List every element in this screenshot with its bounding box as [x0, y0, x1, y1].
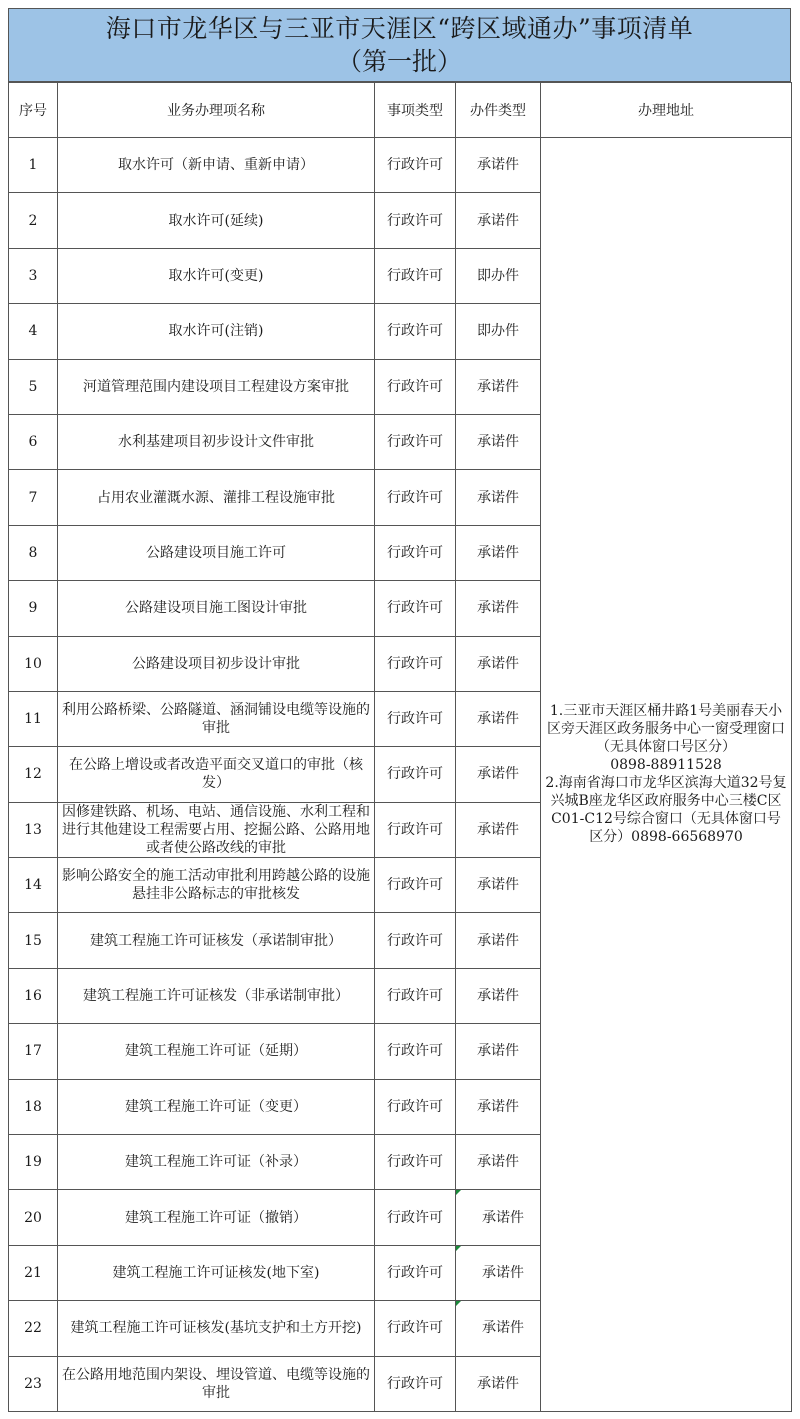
row-item-name: 在公路上增设或者改造平面交叉道口的审批（核发）: [58, 747, 375, 802]
address-line: 0898-88911528: [610, 757, 722, 774]
header-name: 业务办理项名称: [58, 83, 375, 138]
row-item-name: 利用公路桥梁、公路隧道、涵洞铺设电缆等设施的审批: [58, 691, 375, 746]
row-item-type: 行政许可: [375, 138, 456, 193]
row-item-name: 在公路用地范围内架设、埋设管道、电缆等设施的审批: [58, 1356, 375, 1411]
row-item-type: 行政许可: [375, 581, 456, 636]
row-handling-type: 承诺件: [456, 913, 541, 968]
row-handling-type: 承诺件: [456, 1301, 541, 1356]
header-work: 办件类型: [456, 83, 541, 138]
row-item-type: 行政许可: [375, 968, 456, 1023]
row-seq: 13: [9, 802, 58, 857]
address-line: 1.三亚市天涯区桶井路1号美丽春天小区旁天涯区政务服务中心一窗受理窗口（无具体窗口号区分）: [547, 703, 785, 756]
row-handling-type: 承诺件: [456, 1024, 541, 1079]
row-handling-type: 承诺件: [456, 193, 541, 248]
row-handling-type: 承诺件: [456, 414, 541, 469]
row-item-name: 水利基建项目初步设计文件审批: [58, 414, 375, 469]
row-item-type: 行政许可: [375, 691, 456, 746]
row-item-name: 建筑工程施工许可证（变更）: [58, 1079, 375, 1134]
row-seq: 4: [9, 304, 58, 359]
row-item-type: 行政许可: [375, 636, 456, 691]
table-row: [9, 138, 792, 193]
row-seq: 22: [9, 1301, 58, 1356]
row-item-type: 行政许可: [375, 1301, 456, 1356]
row-item-name: 影响公路安全的施工活动审批利用跨越公路的设施悬挂非公路标志的审批核发: [58, 858, 375, 913]
header-seq: 序号: [9, 83, 58, 138]
row-handling-type: 承诺件: [456, 138, 541, 193]
row-seq: 2: [9, 193, 58, 248]
row-handling-type: 承诺件: [456, 359, 541, 414]
row-seq: 12: [9, 747, 58, 802]
row-handling-type: 承诺件: [456, 691, 541, 746]
row-seq: 17: [9, 1024, 58, 1079]
row-handling-type: 承诺件: [456, 1079, 541, 1134]
row-item-name: 建筑工程施工许可证（补录）: [58, 1135, 375, 1190]
row-item-type: 行政许可: [375, 1135, 456, 1190]
header-kind: 事项类型: [375, 83, 456, 138]
row-item-type: 行政许可: [375, 304, 456, 359]
row-handling-type: 承诺件: [456, 636, 541, 691]
row-item-type: 行政许可: [375, 193, 456, 248]
row-item-name: 建筑工程施工许可证（撤销）: [58, 1190, 375, 1245]
row-handling-type: 承诺件: [456, 1356, 541, 1411]
row-item-name: 公路建设项目初步设计审批: [58, 636, 375, 691]
row-handling-type: 承诺件: [456, 858, 541, 913]
row-seq: 8: [9, 525, 58, 580]
row-item-type: 行政许可: [375, 1190, 456, 1245]
row-seq: 3: [9, 248, 58, 303]
row-item-type: 行政许可: [375, 414, 456, 469]
document-title: [8, 8, 791, 82]
title-line-1: 海口市龙华区与三亚市天涯区“跨区域通办”事项清单: [105, 14, 694, 43]
row-seq: 10: [9, 636, 58, 691]
row-seq: 19: [9, 1135, 58, 1190]
row-item-name: 公路建设项目施工图设计审批: [58, 581, 375, 636]
row-seq: 18: [9, 1079, 58, 1134]
row-item-name: 取水许可(变更): [58, 248, 375, 303]
row-seq: 6: [9, 414, 58, 469]
row-seq: 15: [9, 913, 58, 968]
row-item-type: 行政许可: [375, 359, 456, 414]
row-handling-type: 承诺件: [456, 470, 541, 525]
row-handling-type: 承诺件: [456, 802, 541, 857]
row-item-name: 河道管理范围内建设项目工程建设方案审批: [58, 359, 375, 414]
header-address: 办理地址: [541, 83, 792, 138]
row-item-type: 行政许可: [375, 858, 456, 913]
row-seq: 11: [9, 691, 58, 746]
row-item-type: 行政许可: [375, 913, 456, 968]
title-line-2: （第一批）: [336, 47, 462, 76]
row-item-type: 行政许可: [375, 248, 456, 303]
row-handling-type: 承诺件: [456, 968, 541, 1023]
row-item-name: 取水许可(延续): [58, 193, 375, 248]
handling-address: [541, 138, 792, 1412]
row-seq: 9: [9, 581, 58, 636]
row-item-name: 建筑工程施工许可证（延期）: [58, 1024, 375, 1079]
row-seq: 7: [9, 470, 58, 525]
row-seq: 23: [9, 1356, 58, 1411]
row-item-type: 行政许可: [375, 1356, 456, 1411]
row-seq: 21: [9, 1245, 58, 1300]
row-item-type: 行政许可: [375, 1024, 456, 1079]
row-item-name: 建筑工程施工许可证核发（非承诺制审批）: [58, 968, 375, 1023]
row-item-name: 占用农业灌溉水源、灌排工程设施审批: [58, 470, 375, 525]
row-handling-type: 即办件: [456, 304, 541, 359]
row-handling-type: 即办件: [456, 248, 541, 303]
row-item-name: 建筑工程施工许可证核发(基坑支护和土方开挖): [58, 1301, 375, 1356]
row-item-type: 行政许可: [375, 1079, 456, 1134]
row-item-name: 取水许可(注销): [58, 304, 375, 359]
row-item-name: 建筑工程施工许可证核发（承诺制审批）: [58, 913, 375, 968]
row-seq: 14: [9, 858, 58, 913]
row-item-name: 因修建铁路、机场、电站、通信设施、水利工程和进行其他建设工程需要占用、挖掘公路、公路用地或者使公路改线的审批: [58, 802, 375, 857]
row-item-type: 行政许可: [375, 1245, 456, 1300]
row-item-name: 取水许可（新申请、重新申请）: [58, 138, 375, 193]
row-handling-type: 承诺件: [456, 581, 541, 636]
row-item-name: 公路建设项目施工许可: [58, 525, 375, 580]
row-item-type: 行政许可: [375, 802, 456, 857]
row-item-type: 行政许可: [375, 525, 456, 580]
row-handling-type: 承诺件: [456, 1245, 541, 1300]
row-seq: 16: [9, 968, 58, 1023]
table-header-row: [9, 83, 792, 138]
row-handling-type: 承诺件: [456, 1190, 541, 1245]
row-seq: 20: [9, 1190, 58, 1245]
items-table: [8, 82, 792, 1412]
address-line: 2.海南省海口市龙华区滨海大道32号复兴城B座龙华区政府服务中心三楼C区C01-C12号综合窗口（无具体窗口号区分）0898-66568970: [545, 775, 787, 846]
row-seq: 5: [9, 359, 58, 414]
row-handling-type: 承诺件: [456, 747, 541, 802]
row-item-name: 建筑工程施工许可证核发(地下室): [58, 1245, 375, 1300]
table-body: [9, 138, 792, 1412]
row-item-type: 行政许可: [375, 470, 456, 525]
row-handling-type: 承诺件: [456, 1135, 541, 1190]
row-seq: 1: [9, 138, 58, 193]
row-item-type: 行政许可: [375, 747, 456, 802]
row-handling-type: 承诺件: [456, 525, 541, 580]
